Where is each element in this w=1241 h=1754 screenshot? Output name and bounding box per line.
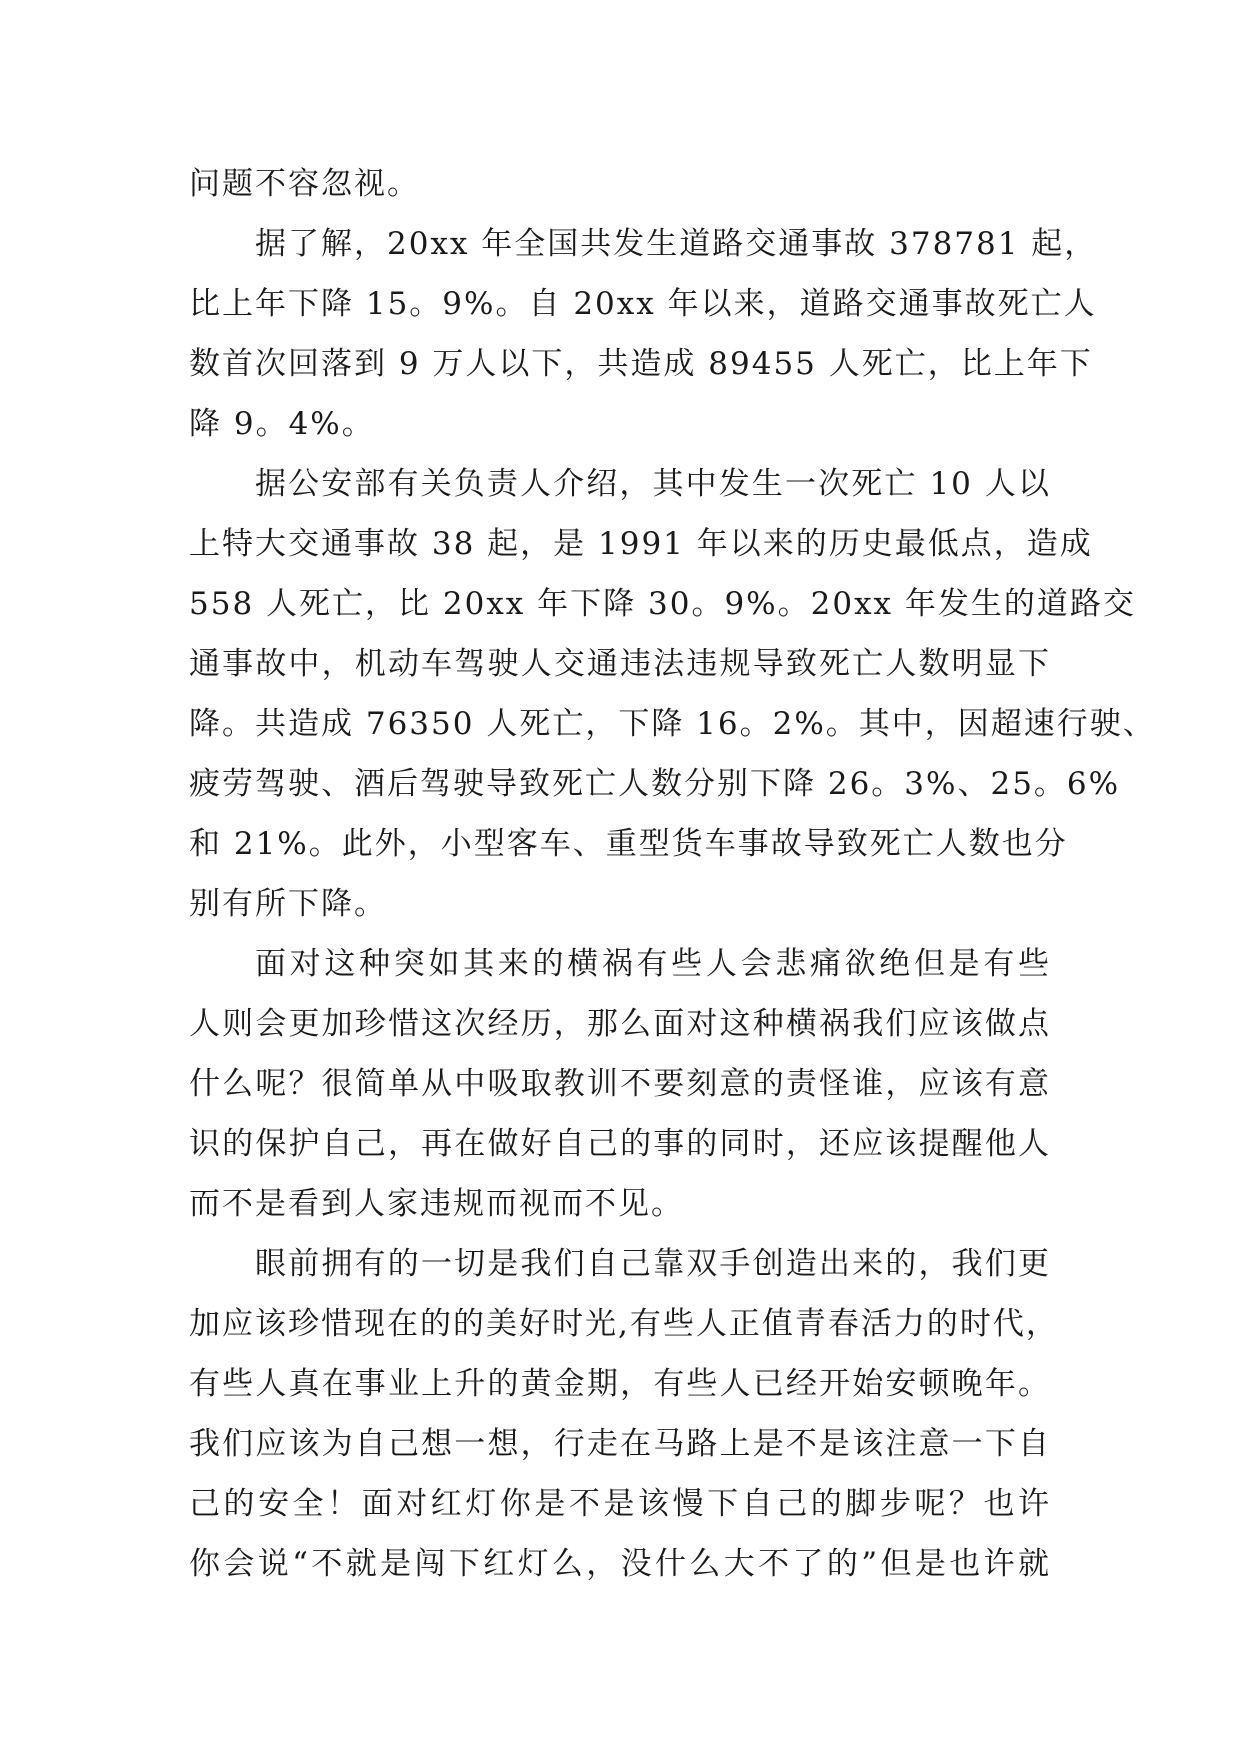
text-line: 有些人真在事业上升的黄金期，有些人已经开始安顿晚年。 xyxy=(189,1366,1051,1402)
text-line: 面对这种突如其来的横祸有些人会悲痛欲绝但是有些 xyxy=(255,946,1051,982)
text-line: 人则会更加珍惜这次经历，那么面对这种横祸我们应该做点 xyxy=(189,1006,1051,1042)
text-line: 558 人死亡，比 20xx 年下降 30。9%。20xx 年发生的道路交 xyxy=(189,586,1136,622)
text-line: 我们应该为自己想一想，行走在马路上是不是该注意一下自 xyxy=(189,1426,1051,1462)
text-line: 什么呢？很简单从中吸取教训不要刻意的责怪谁，应该有意 xyxy=(189,1066,1051,1102)
text-line: 通事故中，机动车驾驶人交通违法违规导致死亡人数明显下 xyxy=(189,646,1051,682)
text-line: 你会说“不就是闯下红灯么，没什么大不了的”但是也许就 xyxy=(189,1546,1051,1582)
text-line: 上特大交通事故 38 起，是 1991 年以来的历史最低点，造成 xyxy=(189,526,1093,562)
text-line: 据公安部有关负责人介绍，其中发生一次死亡 10 人以 xyxy=(255,466,1051,502)
text-line: 而不是看到人家违规而视而不见。 xyxy=(189,1186,684,1222)
text-line: 据了解，20xx 年全国共发生道路交通事故 378781 起， xyxy=(255,226,1098,262)
text-line: 加应该珍惜现在的的美好时光,有些人正值青春活力的时代， xyxy=(189,1306,1059,1342)
text-line: 己的安全！面对红灯你是不是该慢下自己的脚步呢？也许 xyxy=(189,1486,1051,1522)
text-line: 识的保护自己，再在做好自己的事的同时，还应该提醒他人 xyxy=(189,1126,1051,1162)
text-line: 眼前拥有的一切是我们自己靠双手创造出来的，我们更 xyxy=(255,1246,1051,1282)
text-line: 数首次回落到 9 万人以下，共造成 89455 人死亡，比上年下 xyxy=(189,346,1093,382)
text-line: 比上年下降 15。9%。自 20xx 年以来，道路交通事故死亡人 xyxy=(189,286,1097,322)
body-text xyxy=(189,154,1156,1594)
text-line: 问题不容忽视。 xyxy=(189,166,420,202)
text-line: 别有所下降。 xyxy=(189,886,387,922)
text-line: 疲劳驾驶、酒后驾驶导致死亡人数分别下降 26。3%、25。6% xyxy=(189,766,1121,802)
text-line: 和 21%。此外，小型客车、重型货车事故导致死亡人数也分 xyxy=(189,826,1068,862)
text-line: 降。共造成 76350 人死亡，下降 16。2%。其中，因超速行驶、 xyxy=(189,706,1156,742)
text-line: 降 9。4%。 xyxy=(189,406,375,442)
